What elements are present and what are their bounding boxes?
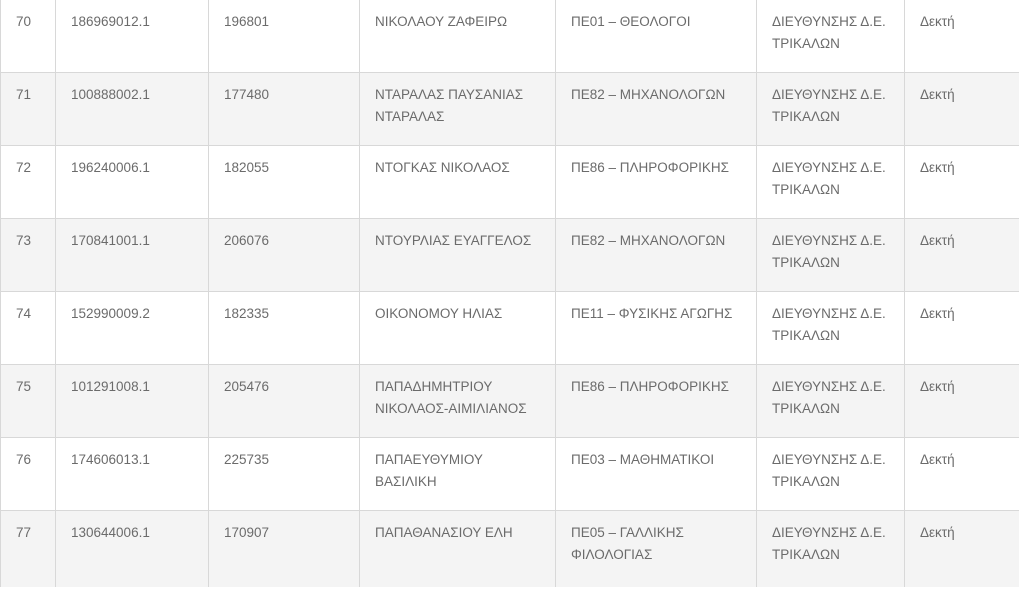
specialty-cell: ΠΕ01 – ΘΕΟΛΟΓΟΙ [556, 0, 757, 73]
specialty-cell: ΠΕ82 – ΜΗΧΑΝΟΛΟΓΩΝ [556, 219, 757, 292]
registry-number-cell: 196801 [209, 0, 360, 73]
application-id-cell: 174606013.1 [56, 438, 209, 511]
application-id-cell: 170841001.1 [56, 219, 209, 292]
application-id-cell: 100888002.1 [56, 73, 209, 146]
table-row [1, 0, 1019, 73]
registry-number-cell: 182055 [209, 146, 360, 219]
full-name-cell: ΝΤΑΡΑΛΑΣ ΠΑΥΣΑΝΙΑΣ ΝΤΑΡΑΛΑΣ [360, 73, 556, 146]
application-id-cell: 196240006.1 [56, 146, 209, 219]
table-row [1, 73, 1019, 146]
application-id-cell: 152990009.2 [56, 292, 209, 365]
status-cell: Δεκτή [905, 438, 1019, 511]
directorate-cell: ΔΙΕΥΘΥΝΣΗΣ Δ.Ε. ΤΡΙΚΑΛΩΝ [757, 219, 905, 292]
row-number-cell: 71 [1, 73, 56, 146]
application-id-cell: 186969012.1 [56, 0, 209, 73]
row-number-cell: 77 [1, 511, 56, 587]
directorate-cell: ΔΙΕΥΘΥΝΣΗΣ Δ.Ε. ΤΡΙΚΑΛΩΝ [757, 438, 905, 511]
table-row [1, 292, 1019, 365]
status-cell: Δεκτή [905, 365, 1019, 438]
row-number-cell: 73 [1, 219, 56, 292]
row-number-cell: 75 [1, 365, 56, 438]
specialty-cell: ΠΕ86 – ΠΛΗΡΟΦΟΡΙΚΗΣ [556, 146, 757, 219]
full-name-cell: ΠΑΠΑΘΑΝΑΣΙΟΥ ΕΛΗ [360, 511, 556, 587]
directorate-cell: ΔΙΕΥΘΥΝΣΗΣ Δ.Ε. ΤΡΙΚΑΛΩΝ [757, 73, 905, 146]
status-cell: Δεκτή [905, 0, 1019, 73]
full-name-cell: ΠΑΠΑΕΥΘΥΜΙΟΥ ΒΑΣΙΛΙΚΗ [360, 438, 556, 511]
table-row [1, 146, 1019, 219]
full-name-cell: ΝΙΚΟΛΑΟΥ ΖΑΦΕΙΡΩ [360, 0, 556, 73]
registry-number-cell: 182335 [209, 292, 360, 365]
full-name-cell: ΝΤΟΥΡΛΙΑΣ ΕΥΑΓΓΕΛΟΣ [360, 219, 556, 292]
specialty-cell: ΠΕ86 – ΠΛΗΡΟΦΟΡΙΚΗΣ [556, 365, 757, 438]
application-id-cell: 130644006.1 [56, 511, 209, 587]
registry-number-cell: 170907 [209, 511, 360, 587]
directorate-cell: ΔΙΕΥΘΥΝΣΗΣ Δ.Ε. ΤΡΙΚΑΛΩΝ [757, 365, 905, 438]
status-cell: Δεκτή [905, 219, 1019, 292]
status-cell: Δεκτή [905, 511, 1019, 587]
table-row [1, 511, 1019, 587]
directorate-cell: ΔΙΕΥΘΥΝΣΗΣ Δ.Ε. ΤΡΙΚΑΛΩΝ [757, 511, 905, 587]
status-cell: Δεκτή [905, 146, 1019, 219]
table-row [1, 365, 1019, 438]
application-id-cell: 101291008.1 [56, 365, 209, 438]
registry-number-cell: 205476 [209, 365, 360, 438]
specialty-cell: ΠΕ11 – ΦΥΣΙΚΗΣ ΑΓΩΓΗΣ [556, 292, 757, 365]
registry-number-cell: 177480 [209, 73, 360, 146]
row-number-cell: 72 [1, 146, 56, 219]
specialty-cell: ΠΕ03 – ΜΑΘΗΜΑΤΙΚΟΙ [556, 438, 757, 511]
registry-number-cell: 206076 [209, 219, 360, 292]
row-number-cell: 70 [1, 0, 56, 73]
directorate-cell: ΔΙΕΥΘΥΝΣΗΣ Δ.Ε. ΤΡΙΚΑΛΩΝ [757, 146, 905, 219]
directorate-cell: ΔΙΕΥΘΥΝΣΗΣ Δ.Ε. ΤΡΙΚΑΛΩΝ [757, 0, 905, 73]
status-cell: Δεκτή [905, 292, 1019, 365]
status-cell: Δεκτή [905, 73, 1019, 146]
specialty-cell: ΠΕ05 – ΓΑΛΛΙΚΗΣ ΦΙΛΟΛΟΓΙΑΣ [556, 511, 757, 587]
full-name-cell: ΟΙΚΟΝΟΜΟΥ ΗΛΙΑΣ [360, 292, 556, 365]
directorate-cell: ΔΙΕΥΘΥΝΣΗΣ Δ.Ε. ΤΡΙΚΑΛΩΝ [757, 292, 905, 365]
registry-number-cell: 225735 [209, 438, 360, 511]
specialty-cell: ΠΕ82 – ΜΗΧΑΝΟΛΟΓΩΝ [556, 73, 757, 146]
table-row [1, 438, 1019, 511]
full-name-cell: ΝΤΟΓΚΑΣ ΝΙΚΟΛΑΟΣ [360, 146, 556, 219]
row-number-cell: 74 [1, 292, 56, 365]
full-name-cell: ΠΑΠΑΔΗΜΗΤΡΙΟΥ ΝΙΚΟΛΑΟΣ-ΑΙΜΙΛΙΑΝΟΣ [360, 365, 556, 438]
row-number-cell: 76 [1, 438, 56, 511]
table-row [1, 219, 1019, 292]
